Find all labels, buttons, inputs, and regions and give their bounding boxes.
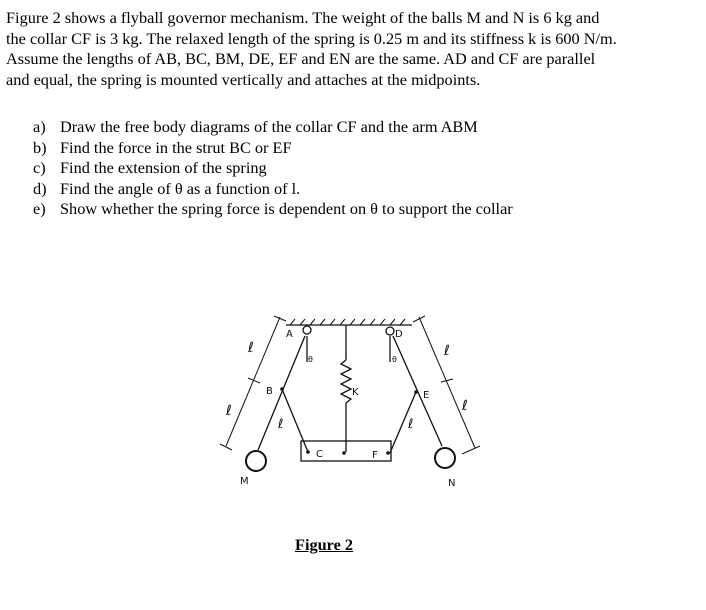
question-b: b) Find the force in the strut BC or EF bbox=[33, 137, 292, 157]
length-l: ℓ bbox=[462, 398, 468, 414]
statement-line: Figure 2 shows a flyball governor mechanism. The weight of the balls M and N is 6 kg and bbox=[6, 8, 600, 27]
question-c: c) Find the extension of the spring bbox=[33, 158, 267, 178]
length-l: ℓ bbox=[444, 343, 450, 359]
problem-statement bbox=[6, 8, 706, 90]
statement-line: the collar CF is 3 kg. The relaxed length of the spring is 0.25 m and its stiffness k is 600 N/m. bbox=[6, 28, 617, 48]
label-E: E bbox=[423, 390, 430, 401]
label-K: K bbox=[352, 387, 359, 398]
label-N: N bbox=[448, 478, 456, 489]
label-F: F bbox=[372, 450, 378, 461]
question-a: a) Draw the free body diagrams of the collar CF and the arm ABM bbox=[33, 117, 478, 136]
label-D: D bbox=[395, 329, 403, 340]
figure-caption: Figure 2 bbox=[295, 535, 354, 554]
label-A: A bbox=[286, 329, 293, 340]
length-l: ℓ bbox=[408, 417, 414, 432]
length-l: ℓ bbox=[226, 403, 232, 419]
label-M: M bbox=[240, 476, 249, 487]
question-e: e) Show whether the spring force is dependent on θ to support the collar bbox=[33, 199, 513, 219]
governor-diagram bbox=[200, 300, 500, 500]
label-B: B bbox=[266, 386, 273, 397]
statement-line: and equal, the spring is mounted vertically and attaches at the midpoints. bbox=[6, 69, 481, 89]
length-l: ℓ bbox=[278, 417, 284, 432]
length-l: ℓ bbox=[248, 340, 254, 356]
theta-left: θ bbox=[308, 355, 313, 364]
statement-line: Assume the lengths of AB, BC, BM, DE, EF and EN are the same. AD and CF are parallel bbox=[6, 49, 596, 68]
label-C: C bbox=[316, 449, 323, 460]
question-list bbox=[33, 117, 513, 220]
theta-right: θ bbox=[392, 355, 397, 364]
question-d: d) Find the angle of θ as a function of l. bbox=[33, 178, 301, 198]
